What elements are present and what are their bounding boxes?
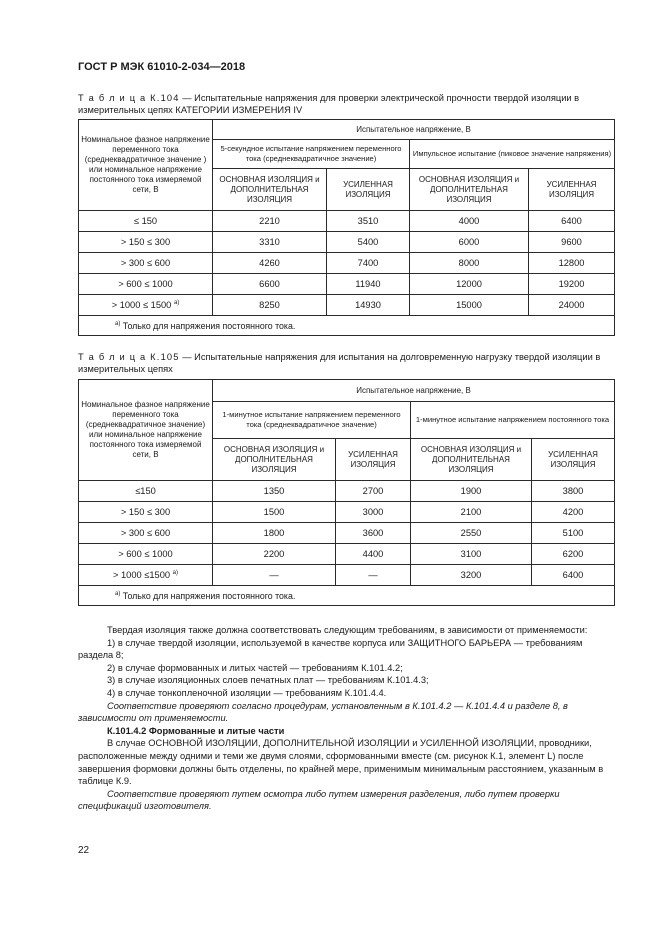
table-cell: 5400 [327,232,410,253]
table-k104 [78,119,615,336]
table-cell: 4200 [532,502,615,523]
table-k104-group2-header: Импульсное испытание (пиковое значение напряжения) [410,140,615,169]
table-cell: 3000 [336,502,411,523]
table-cell: 8250 [213,295,327,316]
table-k105-voltage-header: Номинальное фазное напряжение переменного тока (среднеквадратичное значение) или номинальное напряжение постоянного тока измеряемой сети, В [79,380,213,481]
table-cell: 5100 [532,523,615,544]
table-k105-caption [78,351,618,375]
subsection-heading: К.101.4.2 Формованные и литые части [107,725,285,736]
table-cell: 1800 [213,523,336,544]
table-k104-reinforced-header-2: УСИЛЕННАЯ ИЗОЛЯЦИЯ [529,169,615,211]
table-cell: 4400 [336,544,411,565]
table-cell: 6400 [529,211,615,232]
footnote-marker: а) [172,570,178,576]
table-cell-voltage: > 150 ≤ 300 [79,502,213,523]
paragraph: Твердая изоляция также должна соответствовать следующим требованиям, в зависимости от применяемости: [107,625,588,635]
table-cell: 12000 [410,274,529,295]
table-cell: 3100 [411,544,532,565]
table-k105-reinforced-header: УСИЛЕННАЯ ИЗОЛЯЦИЯ [336,439,411,481]
table-k104-group1-header: 5-секундное испытание напряжением переменного тока (среднеквадратичное значение) [213,140,410,169]
table-row [79,253,615,274]
table-cell-voltage: > 300 ≤ 600 [79,523,213,544]
table-k105-basic-header-2: ОСНОВНАЯ ИЗОЛЯЦИЯ и ДОПОЛНИТЕЛЬНАЯ ИЗОЛЯЦИЯ [411,439,532,481]
paragraph: 1) в случае твердой изоляции, используемой в качестве корпуса или ЗАЩИТНОГО БАРЬЕРА — требованиям раздела 8; [78,637,583,661]
paragraph: В случае ОСНОВНОЙ ИЗОЛЯЦИИ, ДОПОЛНИТЕЛЬНОЙ ИЗОЛЯЦИИ и УСИЛЕННОЙ ИЗОЛЯЦИИ, проводники, расположенные между одними и теми же двумя слоями, сформованными вместе (см. рисунок К.1, элемент L) после завершения формовки должны быть отделены, по крайней мере, применимым минимальным расстоянием, указанным в таблице К.9. [78,738,604,787]
table-k105-reinforced-header-2: УСИЛЕННАЯ ИЗОЛЯЦИЯ [532,439,615,481]
table-cell: 4260 [213,253,327,274]
table-cell: 1500 [213,502,336,523]
table-cell: 1900 [411,481,532,502]
table-k105-caption-text: — Испытательные напряжения для испытания на долговременную нагрузку твердой изоляции в измерительных цепях [78,352,601,374]
table-cell: 2210 [213,211,327,232]
table-k105-basic-header: ОСНОВНАЯ ИЗОЛЯЦИЯ и ДОПОЛНИТЕЛЬНАЯ ИЗОЛЯЦИЯ [213,439,336,481]
table-cell: 11940 [327,274,410,295]
table-cell: 2200 [213,544,336,565]
footnote-marker: а) [173,300,180,306]
table-k104-footnote: $^{а)}$ Только для напряжения постоянного тока. [79,316,615,336]
table-row [79,502,615,523]
table-row [79,274,615,295]
table-row [79,211,615,232]
table-cell-voltage: > 1000 ≤ 1500 $^{а)}$ [79,295,213,316]
table-cell: 6000 [410,232,529,253]
table-row [79,232,615,253]
table-k104-caption-text: — Испытательные напряжения для проверки электрической прочности твердой изоляции в измерительных цепях КАТЕГОРИИ ИЗМЕРЕНИЯ IV [78,93,580,115]
table-cell-voltage: > 1000 ≤1500 $^{а)}$ [79,565,213,586]
table-k104-voltage-header: Номинальное фазное напряжение переменного тока (среднеквадратичное значение ) или номинальное напряжение постоянного тока измеряемой сети, В [79,120,213,211]
table-cell: 2550 [411,523,532,544]
table-k104-test-voltage-header: Испытательное напряжение, В [213,120,615,140]
table-cell: 24000 [529,295,615,316]
table-k105-footnote: $^{а)}$ Только для напряжения постоянного тока. [79,586,615,606]
table-cell: — [336,565,411,586]
table-k104-basic-header: ОСНОВНАЯ ИЗОЛЯЦИЯ и ДОПОЛНИТЕЛЬНАЯ ИЗОЛЯЦИЯ [213,169,327,211]
table-cell: — [213,565,336,586]
table-k105-caption-label: Т а б л и ц а К.105 [78,352,180,362]
table-cell-voltage: ≤ 150 [79,211,213,232]
table-k104-basic-header-2: ОСНОВНАЯ ИЗОЛЯЦИЯ и ДОПОЛНИТЕЛЬНАЯ ИЗОЛЯЦИЯ [410,169,529,211]
table-cell: 3310 [213,232,327,253]
compliance-paragraph: Соответствие проверяют согласно процедурам, установленным в К.101.4.2 — К.101.4.4 и разделе 8, в зависимости от применяемости. [78,700,568,724]
paragraph: 4) в случае тонкопленочной изоляции — требованиям К.101.4.4. [107,687,387,698]
table-cell: 9600 [529,232,615,253]
table-cell: 6200 [532,544,615,565]
table-row [79,544,615,565]
table-cell: 12800 [529,253,615,274]
paragraph: 2) в случае формованных и литых частей — требованиям К.101.4.2; [107,662,403,673]
table-cell: 15000 [410,295,529,316]
table-cell: 3800 [532,481,615,502]
table-cell-voltage: > 300 ≤ 600 [79,253,213,274]
table-cell: 6600 [213,274,327,295]
table-cell: 19200 [529,274,615,295]
table-cell-voltage: > 600 ≤ 1000 [79,544,213,565]
table-cell: 2100 [411,502,532,523]
table-row [79,523,615,544]
table-k105-test-voltage-header: Испытательное напряжение, В [213,380,615,402]
table-cell-voltage: > 600 ≤ 1000 [79,274,213,295]
table-k104-caption [78,92,618,116]
compliance-paragraph: Соответствие проверяют путем осмотра либо путем измерения разделения, либо путем проверки спецификаций изготовителя. [78,788,560,812]
table-cell: 3600 [336,523,411,544]
table-cell: 2700 [336,481,411,502]
table-cell: 6400 [532,565,615,586]
table-cell-voltage: > 150 ≤ 300 [79,232,213,253]
document-header: ГОСТ Р МЭК 61010-2-034—2018 [78,61,246,73]
table-cell: 1350 [213,481,336,502]
table-cell: 3510 [327,211,410,232]
table-cell: 7400 [327,253,410,274]
body-text [78,624,614,813]
table-k105 [78,379,615,606]
table-row [79,295,615,316]
table-cell: 4000 [410,211,529,232]
table-cell: 14930 [327,295,410,316]
paragraph: 3) в случае изоляционных слоев печатных плат — требованиям К.101.4.3; [107,675,429,686]
table-cell-voltage: ≤150 [79,481,213,502]
table-cell: 8000 [410,253,529,274]
table-k105-group2-header: 1-минутное испытание напряжением постоянного тока [411,402,615,439]
table-k104-reinforced-header: УСИЛЕННАЯ ИЗОЛЯЦИЯ [327,169,410,211]
table-k104-caption-label: Т а б л и ц а К.104 [78,93,180,103]
table-row [79,565,615,586]
table-k105-group1-header: 1-минутное испытание напряжением переменного тока (среднеквадратичное значение) [213,402,411,439]
page-number: 22 [78,845,90,856]
table-cell: 3200 [411,565,532,586]
table-row [79,481,615,502]
